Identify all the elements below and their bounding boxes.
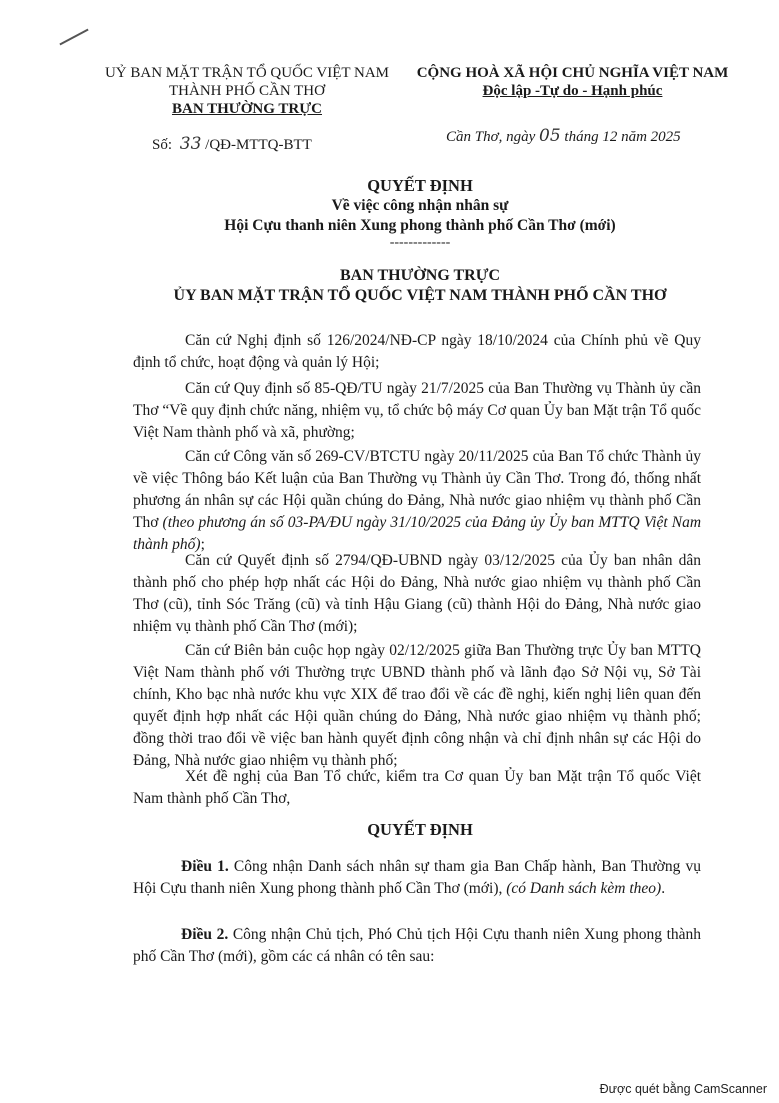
date-day-handwritten: 05 [539,126,561,146]
number-prefix: Số: [152,137,173,153]
title-divider: ------------- [389,235,451,250]
issuer-line-3: BAN THƯỜNG TRỰC [171,101,322,117]
article-1-label: Điều 1. [181,858,229,875]
preamble-paragraph-3 [133,446,701,556]
article-2 [133,924,701,968]
number-handwritten: 33 [179,134,202,154]
scan-pen-mark [59,29,88,46]
preamble-paragraph-1: Căn cứ Nghị định số 126/2024/NĐ-CP ngày 18/10/2024 của Chính phủ về Quy định tổ chức, hoạt động và quản lý Hội; [133,332,701,371]
preamble-paragraph-5: Căn cứ Biên bản cuộc họp ngày 02/12/2025 giữa Ban Thường trực Ủy ban MTTQ Việt Nam thành phố với Thường trực UBND thành phố và lãnh đạo Sở Nội vụ, Sở Tài chính, Kho bạc nhà nước khu vực XIX để trao đổi về các đề nghị, kiến nghị liên quan đến quyết định hợp nhất các Hội quần chúng do Đảng, Nhà nước giao nhiệm vụ thành phố; đồng thời trao đổi về việc ban hành quyết định công nhận và chỉ định nhân sự các Hội do Đảng, Nhà nước giao nhiệm vụ thành phố; [133,642,701,769]
decision-heading: QUYẾT ĐỊNH [367,820,473,839]
date-prefix: Cần Thơ, ngày [446,129,536,145]
national-motto-block [400,64,745,100]
preamble-paragraph-2: Căn cứ Quy định số 85-QĐ/TU ngày 21/7/2025 của Ban Thường vụ Thành ủy cần Thơ “Về quy định chức năng, nhiệm vụ, tổ chức bộ máy Cơ quan Ủy ban Mặt trận Tổ quốc Việt Nam thành phố và xã, phường; [133,380,701,441]
issuer-line-1: UỶ BAN MẶT TRẬN TỔ QUỐC VIỆT NAM [104,65,390,81]
title-block [90,176,750,250]
document-number [152,134,312,154]
nation-name: CỘNG HOÀ XÃ HỘI CHỦ NGHĨA VIỆT NAM [416,65,729,81]
nation-motto: Độc lập -Tự do - Hạnh phúc [482,83,663,99]
document-date [446,126,681,146]
authority-block [90,266,750,306]
article-2-label: Điều 2. [181,926,229,943]
article-1 [133,856,701,900]
article-1-end: . [661,880,666,897]
camscanner-watermark: Được quét bằng CamScanner [599,1082,767,1096]
article-2-text: Công nhận Chủ tịch, Phó Chủ tịch Hội Cựu thanh niên Xung phong thành phố Cần Thơ (mới), gồm các cá nhân có tên sau: [133,926,702,965]
date-rest: tháng 12 năm 2025 [564,129,681,145]
preamble-3-italic: (theo phương án số 03-PA/ĐU ngày 31/10/2025 của Đảng ủy Ủy ban MTTQ Việt Nam thành phố) [133,514,702,553]
preamble-3-end: ; [200,536,205,553]
authority-line-1: BAN THƯỜNG TRỰC [339,267,500,284]
title-sub-2: Hội Cựu thanh niên Xung phong thành phố Cần Thơ (mới) [224,217,616,234]
title-main: QUYẾT ĐỊNH [367,176,473,195]
article-1-italic: (có Danh sách kèm theo) [506,880,662,897]
preamble-paragraph-6: Xét đề nghị của Ban Tổ chức, kiểm tra Cơ quan Ủy ban Mặt trận Tổ quốc Việt Nam thành phố Cần Thơ, [133,768,701,807]
preamble-paragraph-4: Căn cứ Quyết định số 2794/QĐ-UBND ngày 03/12/2025 của Ủy ban nhân dân thành phố cho phép hợp nhất các Hội do Đảng, Nhà nước giao nhiệm vụ thành phố Cần Thơ (cũ), tỉnh Sóc Trăng (cũ) và tỉnh Hậu Giang (cũ) thành Hội do Đảng, Nhà nước giao nhiệm vụ thành phố Cần Thơ (mới); [133,552,701,635]
authority-line-2: ỦY BAN MẶT TRẬN TỔ QUỐC VIỆT NAM THÀNH PHỐ CẦN THƠ [173,287,667,304]
article-1-text: Công nhận Danh sách nhân sự tham gia Ban Chấp hành, Ban Thường vụ Hội Cựu thanh niên Xung phong thành phố Cần Thơ (mới), [133,858,701,897]
issuer-line-2: THÀNH PHỐ CẦN THƠ [169,83,325,99]
number-suffix: /QĐ-MTTQ-BTT [205,137,312,153]
title-sub-1: Về việc công nhận nhân sự [331,197,509,214]
issuer-block [88,64,406,118]
preamble-3-main: Căn cứ Công văn số 269-CV/BTCTU ngày 20/11/2025 của Ban Tổ chức Thành ủy về việc Thông báo Kết luận của Ban Thường vụ Thành ủy Cần Thơ. Trong đó, thống nhất phương án nhân sự các Hội quần chúng do Đảng, Nhà nước giao nhiệm vụ thành phố Cần Thơ [133,448,701,531]
